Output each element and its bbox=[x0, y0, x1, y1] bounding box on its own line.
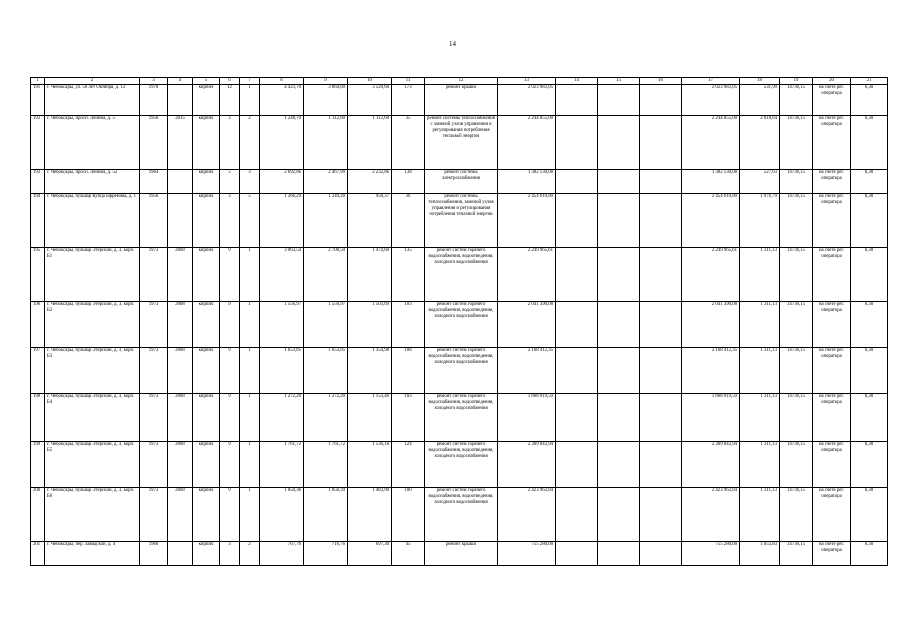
table-cell: 2 023 983,05 bbox=[682, 85, 740, 116]
table-row bbox=[31, 302, 888, 348]
table-cell: кирпич bbox=[193, 348, 220, 394]
table-cell: кирпич bbox=[193, 194, 220, 248]
table-cell: 6,30 bbox=[851, 85, 888, 116]
table-cell: 5 bbox=[220, 170, 240, 194]
table-cell: 1 761,72 bbox=[260, 442, 304, 488]
table-cell: 2 467,99 bbox=[304, 170, 348, 194]
table-cell: 36 bbox=[392, 194, 425, 248]
table-cell: 2 018,64 bbox=[740, 116, 780, 170]
table-cell: 2008 bbox=[168, 488, 193, 542]
table-cell: 1 474,60 bbox=[348, 248, 392, 302]
table-cell bbox=[556, 348, 598, 394]
table-cell bbox=[556, 302, 598, 348]
table-cell: ремонт систем горячего водоснабжения, водоотведения, холодного водоснабжения bbox=[425, 442, 498, 488]
table-cell: 1 653,85 bbox=[260, 348, 304, 394]
table-cell: 1 761,72 bbox=[304, 442, 348, 488]
table-cell bbox=[598, 85, 640, 116]
table-cell bbox=[640, 85, 682, 116]
table-cell: 199 bbox=[31, 442, 45, 488]
table-cell bbox=[598, 248, 640, 302]
table-cell: 1 112,60 bbox=[304, 116, 348, 170]
table-cell: 1 503,69 bbox=[348, 302, 392, 348]
table-cell: 192 bbox=[31, 116, 45, 170]
table-cell: 9 bbox=[220, 248, 240, 302]
column-number-header: 21 bbox=[851, 78, 888, 85]
table-cell: 1 850,39 bbox=[304, 488, 348, 542]
table-cell: 716,76 bbox=[304, 542, 348, 566]
table-cell: 1 311,13 bbox=[740, 348, 780, 394]
table-cell: 6,30 bbox=[851, 442, 888, 488]
table-cell: 1 556,97 bbox=[304, 302, 348, 348]
column-number-header: 8 bbox=[260, 78, 304, 85]
table-cell: 103 bbox=[392, 302, 425, 348]
table-cell: на счете рег. оператора bbox=[813, 248, 851, 302]
table-cell: ремонт систем горячего водоснабжения, водоотведения, холодного водоснабжения bbox=[425, 348, 498, 394]
table-cell: 2 454 610,80 bbox=[498, 194, 556, 248]
table-cell: 2 249 965,61 bbox=[498, 248, 556, 302]
table-row bbox=[31, 85, 888, 116]
table-cell: ремонт систем горячего водоснабжения, водоотведения, холодного водоснабжения bbox=[425, 302, 498, 348]
table-row bbox=[31, 194, 888, 248]
column-number-header: 11 bbox=[392, 78, 425, 85]
table-cell bbox=[598, 302, 640, 348]
column-number-header: 20 bbox=[813, 78, 851, 85]
table-cell: 6,30 bbox=[851, 394, 888, 442]
table-cell: 2 168 412,35 bbox=[498, 348, 556, 394]
table-cell: 1950 bbox=[140, 116, 168, 170]
table-cell bbox=[640, 170, 682, 194]
column-number-header: 14 bbox=[556, 78, 598, 85]
table-cell: кирпич bbox=[193, 85, 220, 116]
column-number-header: 3 bbox=[140, 78, 168, 85]
table-cell: 6,30 bbox=[851, 302, 888, 348]
table-cell: 1 bbox=[240, 348, 260, 394]
table-cell bbox=[556, 116, 598, 170]
table-cell: 3 063,54 bbox=[260, 248, 304, 302]
table-cell bbox=[640, 302, 682, 348]
table-cell bbox=[640, 542, 682, 566]
table-cell: 9 bbox=[220, 348, 240, 394]
table-cell bbox=[556, 442, 598, 488]
table-cell: 1973 bbox=[140, 488, 168, 542]
table-cell: 3 bbox=[220, 116, 240, 170]
table-cell: 2 423 963,84 bbox=[682, 488, 740, 542]
table-cell: 4 423,70 bbox=[260, 85, 304, 116]
table-cell: 1 354,98 bbox=[348, 348, 392, 394]
table-cell bbox=[556, 394, 598, 442]
table-cell: 1 112,60 bbox=[348, 116, 392, 170]
table-cell: кирпич bbox=[193, 170, 220, 194]
table-row bbox=[31, 170, 888, 194]
table-cell: 14736,15 bbox=[780, 442, 813, 488]
table-cell: 2008 bbox=[168, 348, 193, 394]
table-cell: г. Чебоксары, бульвар Эгерский, д. 3, корп. Б2 bbox=[45, 302, 140, 348]
table-cell: ремонт системы электроснабжения bbox=[425, 170, 498, 194]
table-cell: 14736,15 bbox=[780, 542, 813, 566]
table-cell: 2 041 390,08 bbox=[498, 302, 556, 348]
table-body bbox=[31, 85, 888, 566]
column-number-header: 15 bbox=[598, 78, 640, 85]
table-row bbox=[31, 116, 888, 170]
table-cell: 14736,15 bbox=[780, 170, 813, 194]
table-cell: 200 bbox=[31, 488, 45, 542]
table-cell: 2 244 855,00 bbox=[682, 116, 740, 170]
table-cell: ремонт крыши bbox=[425, 85, 498, 116]
table-cell: 2 692,86 bbox=[260, 170, 304, 194]
table-row bbox=[31, 542, 888, 566]
table-cell: 755 280,00 bbox=[682, 542, 740, 566]
table-cell bbox=[640, 116, 682, 170]
table-cell: кирпич bbox=[193, 248, 220, 302]
table-cell: г. Чебоксары, ул. 50 лет Октября, д. 12 bbox=[45, 85, 140, 116]
table-cell: 1973 bbox=[140, 348, 168, 394]
table-cell: 2 454 610,80 bbox=[682, 194, 740, 248]
table-row bbox=[31, 442, 888, 488]
table-cell: 2015 bbox=[168, 116, 193, 170]
table-cell: г. Чебоксары, пер. Заводской, д. 4 bbox=[45, 542, 140, 566]
table-cell: 2 168 412,35 bbox=[682, 348, 740, 394]
table-cell: 1 248,70 bbox=[260, 116, 304, 170]
table-cell: 2 309 843,94 bbox=[682, 442, 740, 488]
table-cell: г. Чебоксары, бульвар Эгерский, д. 3, корп. Б6 bbox=[45, 488, 140, 542]
table-cell: 1 272,20 bbox=[260, 394, 304, 442]
table-cell: 1 249,20 bbox=[304, 194, 348, 248]
table-cell: 193 bbox=[31, 170, 45, 194]
table-cell: ремонт системы теплоснабжения, заменой узлов управления и регулирования потребления тепловой энергии bbox=[425, 194, 498, 248]
table-cell: 1960 bbox=[140, 542, 168, 566]
table-cell: кирпич bbox=[193, 542, 220, 566]
table-cell bbox=[640, 194, 682, 248]
table-cell: 14736,15 bbox=[780, 348, 813, 394]
table-cell: 1 366,29 bbox=[260, 194, 304, 248]
table-cell bbox=[598, 348, 640, 394]
table-cell bbox=[598, 170, 640, 194]
table-cell: 1973 bbox=[140, 394, 168, 442]
table-cell: 1 bbox=[240, 85, 260, 116]
table-cell: 14736,15 bbox=[780, 302, 813, 348]
table-cell: 1 bbox=[240, 394, 260, 442]
table-cell: г. Чебоксары, бульвар Эгерский, д. 3, корп. Б3 bbox=[45, 348, 140, 394]
table-cell bbox=[598, 194, 640, 248]
table-cell bbox=[556, 542, 598, 566]
column-number-header: 6 bbox=[220, 78, 240, 85]
table-cell: 195 bbox=[31, 248, 45, 302]
table-cell: 35 bbox=[392, 116, 425, 170]
table-cell: г. Чебоксары, просп. Ленина, д. 52 bbox=[45, 170, 140, 194]
table-cell: 198 bbox=[31, 394, 45, 442]
table-cell: 697,30 bbox=[348, 542, 392, 566]
table-cell bbox=[556, 194, 598, 248]
table-cell: 2 023 983,05 bbox=[498, 85, 556, 116]
table-cell bbox=[168, 542, 193, 566]
table-cell: 191 bbox=[31, 85, 45, 116]
table-cell: 1 272,20 bbox=[304, 394, 348, 442]
column-number-header: 18 bbox=[740, 78, 780, 85]
table-cell: 9 bbox=[220, 394, 240, 442]
column-number-row bbox=[31, 78, 888, 85]
table-cell bbox=[640, 348, 682, 394]
table-cell: на счете рег. оператора bbox=[813, 348, 851, 394]
table-cell: г. Чебоксары, бульвар Купца Ефремова, д. 1 bbox=[45, 194, 140, 248]
table-cell bbox=[556, 85, 598, 116]
table-cell: 2 041 390,08 bbox=[682, 302, 740, 348]
column-number-header: 16 bbox=[640, 78, 682, 85]
table-cell: 135 bbox=[392, 248, 425, 302]
table-cell bbox=[640, 488, 682, 542]
table-row bbox=[31, 348, 888, 394]
table-cell: 767,76 bbox=[260, 542, 304, 566]
table-cell: 950,37 bbox=[348, 194, 392, 248]
table-cell: 2 249 965,61 bbox=[682, 248, 740, 302]
table-cell: ремонт крыши bbox=[425, 542, 498, 566]
table-cell: ремонт систем горячего водоснабжения, водоотведения, холодного водоснабжения bbox=[425, 248, 498, 302]
table-cell: 6,30 bbox=[851, 488, 888, 542]
table-cell: 1 311,13 bbox=[740, 442, 780, 488]
table-cell: 194 bbox=[31, 194, 45, 248]
table-row bbox=[31, 488, 888, 542]
table-cell bbox=[598, 394, 640, 442]
table-cell: 6,30 bbox=[851, 116, 888, 170]
table-cell: 1 556,97 bbox=[260, 302, 304, 348]
table-cell: на счете рег. оператора bbox=[813, 394, 851, 442]
table-cell: 9 bbox=[220, 442, 240, 488]
table-cell bbox=[556, 170, 598, 194]
table-cell: 2 309 843,94 bbox=[498, 442, 556, 488]
table-cell: 1 bbox=[240, 488, 260, 542]
table-cell: на счете рег. оператора bbox=[813, 116, 851, 170]
table-cell: 108 bbox=[392, 348, 425, 394]
table-cell: 2 232,86 bbox=[348, 170, 392, 194]
table-cell: 3 520,60 bbox=[348, 85, 392, 116]
table-cell bbox=[598, 442, 640, 488]
table-cell bbox=[168, 85, 193, 116]
column-number-header: 17 bbox=[682, 78, 740, 85]
column-number-header: 4 bbox=[168, 78, 193, 85]
table-cell: г. Чебоксары, бульвар Эгерский, д. 3, корп. Б1 bbox=[45, 248, 140, 302]
table-cell: 6,30 bbox=[851, 348, 888, 394]
table-cell: на счете рег. оператора bbox=[813, 542, 851, 566]
table-cell bbox=[640, 394, 682, 442]
column-number-header: 19 bbox=[780, 78, 813, 85]
table-cell: 3 864,60 bbox=[304, 85, 348, 116]
table-cell: 6,30 bbox=[851, 194, 888, 248]
table-cell bbox=[168, 170, 193, 194]
table-cell: кирпич bbox=[193, 488, 220, 542]
column-number-header: 5 bbox=[193, 78, 220, 85]
table-cell bbox=[640, 442, 682, 488]
table-cell: г. Чебоксары, просп. Ленина, д. 5 bbox=[45, 116, 140, 170]
table-cell: 1973 bbox=[140, 442, 168, 488]
table-cell: 1950 bbox=[140, 194, 168, 248]
table-cell: 1 850,36 bbox=[260, 488, 304, 542]
table-cell: 1 668 019,59 bbox=[682, 394, 740, 442]
table-cell: 531,99 bbox=[740, 85, 780, 116]
table-cell: 100 bbox=[392, 488, 425, 542]
table-cell: 14736,15 bbox=[780, 194, 813, 248]
table-cell: 1 311,13 bbox=[740, 302, 780, 348]
table-cell: 1973 bbox=[140, 302, 168, 348]
table-cell: 1 153,40 bbox=[348, 394, 392, 442]
table-cell: кирпич bbox=[193, 116, 220, 170]
table-cell: 2 244 855,00 bbox=[498, 116, 556, 170]
table-cell: 3 bbox=[240, 170, 260, 194]
table-cell: 2008 bbox=[168, 302, 193, 348]
table-cell: 1 483,90 bbox=[348, 488, 392, 542]
table-cell: 197 bbox=[31, 348, 45, 394]
column-number-header: 2 bbox=[45, 78, 140, 85]
table-cell: 3 bbox=[220, 194, 240, 248]
table-cell bbox=[640, 248, 682, 302]
table-row bbox=[31, 394, 888, 442]
table-cell: 1964 bbox=[140, 170, 168, 194]
table-cell: кирпич bbox=[193, 442, 220, 488]
table-cell: 1 bbox=[240, 248, 260, 302]
table-cell: 2 708,50 bbox=[304, 248, 348, 302]
column-number-header: 10 bbox=[348, 78, 392, 85]
table-cell: 1 311,13 bbox=[740, 248, 780, 302]
table-cell: 2 bbox=[240, 542, 260, 566]
table-row bbox=[31, 248, 888, 302]
table-cell: ремонт системы теплоснабжения с заменой узлов управления и регулирования потребления тепловой энергии bbox=[425, 116, 498, 170]
table-cell: 12 bbox=[220, 85, 240, 116]
table-cell: 1 302 138,08 bbox=[498, 170, 556, 194]
table-cell: 5 bbox=[240, 194, 260, 248]
table-cell: 1 053,83 bbox=[740, 542, 780, 566]
table-cell: 14736,15 bbox=[780, 488, 813, 542]
table-cell: 527,63 bbox=[740, 170, 780, 194]
table-cell: 14736,15 bbox=[780, 116, 813, 170]
table-cell: 1973 bbox=[140, 248, 168, 302]
table-cell bbox=[598, 488, 640, 542]
table-cell: 6,30 bbox=[851, 170, 888, 194]
table-cell: 1 536,18 bbox=[348, 442, 392, 488]
table-cell: 9 bbox=[220, 488, 240, 542]
table-cell: 6,30 bbox=[851, 542, 888, 566]
table-cell: г. Чебоксары, бульвар Эгерский, д. 3, корп. Б5 bbox=[45, 442, 140, 488]
table-cell: 1 bbox=[240, 302, 260, 348]
table-cell bbox=[556, 248, 598, 302]
table-cell: 45 bbox=[392, 542, 425, 566]
table-cell: 2 bbox=[240, 116, 260, 170]
table-cell: 1970 bbox=[140, 85, 168, 116]
column-number-header: 12 bbox=[425, 78, 498, 85]
table-cell bbox=[598, 542, 640, 566]
table-cell: 14736,15 bbox=[780, 85, 813, 116]
table-cell: 1 302 138,08 bbox=[682, 170, 740, 194]
table-cell: 2008 bbox=[168, 442, 193, 488]
table-cell: на счете рег. оператора bbox=[813, 442, 851, 488]
table-cell: ремонт систем горячего водоснабжения, водоотведения, холодного водоснабжения bbox=[425, 394, 498, 442]
table-cell: 3 bbox=[220, 542, 240, 566]
table-cell: 2008 bbox=[168, 248, 193, 302]
table-cell: на счете рег. оператора bbox=[813, 170, 851, 194]
table-cell: 124 bbox=[392, 442, 425, 488]
table-cell: 196 bbox=[31, 302, 45, 348]
table-cell: на счете рег. оператора bbox=[813, 488, 851, 542]
column-number-header: 1 bbox=[31, 78, 45, 85]
table-cell: 1 311,13 bbox=[740, 394, 780, 442]
table-cell: на счете рег. оператора bbox=[813, 302, 851, 348]
table-cell: 1 bbox=[240, 442, 260, 488]
table-cell: 173 bbox=[392, 85, 425, 116]
table-cell: 1 311,13 bbox=[740, 488, 780, 542]
table-cell: 103 bbox=[392, 394, 425, 442]
table-cell: 1 653,85 bbox=[304, 348, 348, 394]
table-cell: 14736,15 bbox=[780, 394, 813, 442]
table-cell bbox=[168, 194, 193, 248]
table-cell: 201 bbox=[31, 542, 45, 566]
table-cell: 6,30 bbox=[851, 248, 888, 302]
column-number-header: 9 bbox=[304, 78, 348, 85]
table-cell: 1 668 019,59 bbox=[498, 394, 556, 442]
table-cell: кирпич bbox=[193, 302, 220, 348]
table-cell: 1 976,79 bbox=[740, 194, 780, 248]
table-cell: 14736,15 bbox=[780, 248, 813, 302]
table-cell: 9 bbox=[220, 302, 240, 348]
table-cell: 138 bbox=[392, 170, 425, 194]
table-cell: 755 280,00 bbox=[498, 542, 556, 566]
table-cell bbox=[598, 116, 640, 170]
table-cell: г. Чебоксары, бульвар Эгерский, д. 3, корп. Б4 bbox=[45, 394, 140, 442]
page-number: 14 bbox=[449, 40, 456, 48]
table-cell: кирпич bbox=[193, 394, 220, 442]
table-cell: 2 423 963,84 bbox=[498, 488, 556, 542]
repair-program-table bbox=[30, 77, 888, 566]
table-cell: 2008 bbox=[168, 394, 193, 442]
table-cell: на счете рег. оператора bbox=[813, 85, 851, 116]
table-cell bbox=[556, 488, 598, 542]
column-number-header: 7 bbox=[240, 78, 260, 85]
table-cell: на счете рег. оператора bbox=[813, 194, 851, 248]
column-number-header: 13 bbox=[498, 78, 556, 85]
table-cell: ремонт систем горячего водоснабжения, водоотведения, холодного водоснабжения bbox=[425, 488, 498, 542]
